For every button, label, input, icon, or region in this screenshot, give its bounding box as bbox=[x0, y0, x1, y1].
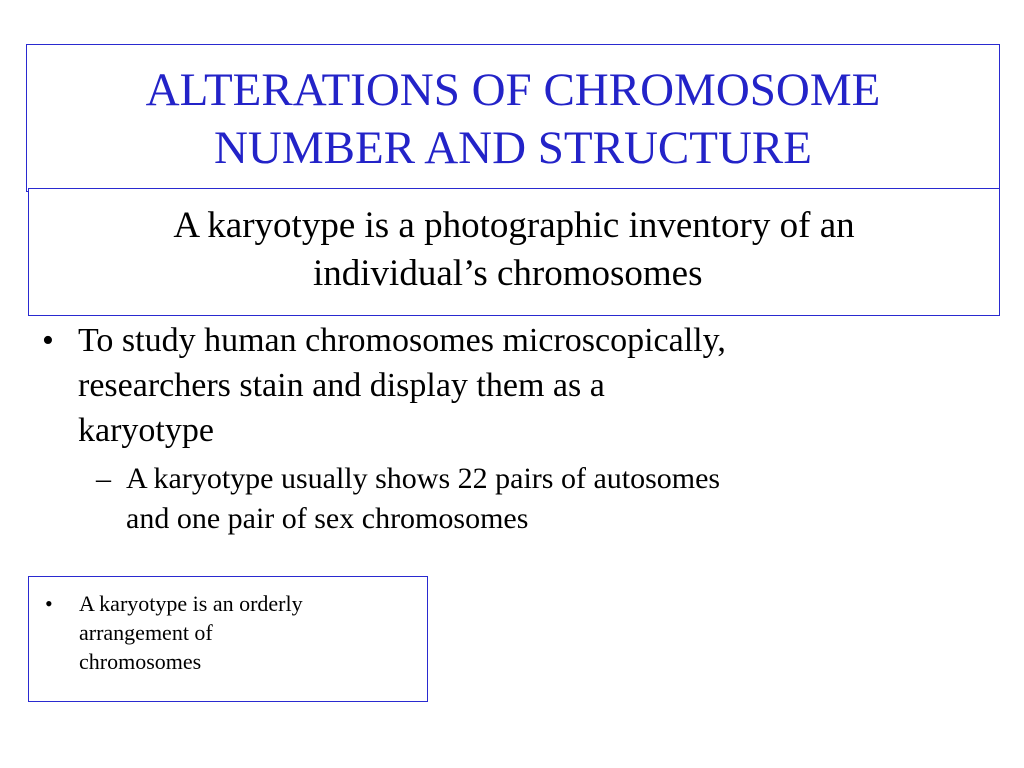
note-text-line-3: chromosomes bbox=[79, 649, 202, 674]
bullet-marker: • bbox=[42, 322, 54, 359]
slide-title-line-1: ALTERATIONS OF CHROMOSOME bbox=[145, 64, 881, 116]
slide-title bbox=[27, 61, 999, 177]
subtitle-line-2: individual’s chromosomes bbox=[313, 253, 703, 294]
bullet-text-line-2: researchers stain and display them as a bbox=[78, 367, 605, 404]
sub-bullet-marker: – bbox=[96, 462, 111, 495]
note-bullet-item bbox=[41, 589, 421, 676]
title-box bbox=[26, 44, 1000, 192]
bullet-text-line-1: To study human chromosomes microscopically, bbox=[78, 322, 726, 359]
bullet-text bbox=[78, 318, 980, 453]
bullet-item bbox=[40, 318, 980, 453]
sub-bullet-text-line-1: A karyotype usually shows 22 pairs of autosomes bbox=[126, 462, 721, 495]
note-text-line-1: A karyotype is an orderly bbox=[79, 591, 303, 616]
subtitle-line-1: A karyotype is a photographic inventory of an bbox=[173, 205, 855, 246]
body-bullets bbox=[40, 318, 980, 539]
sub-bullet-item bbox=[40, 459, 980, 539]
note-box bbox=[28, 576, 428, 702]
note-text bbox=[79, 589, 421, 676]
note-text-line-2: arrangement of bbox=[79, 620, 213, 645]
subtitle-box bbox=[28, 188, 1000, 316]
bullet-text-line-3: karyotype bbox=[78, 412, 214, 449]
slide-title-line-2: NUMBER AND STRUCTURE bbox=[213, 122, 812, 174]
sub-bullet-text bbox=[126, 459, 980, 539]
sub-bullet-text-line-2: and one pair of sex chromosomes bbox=[126, 502, 529, 535]
note-bullet-marker: • bbox=[45, 591, 53, 616]
